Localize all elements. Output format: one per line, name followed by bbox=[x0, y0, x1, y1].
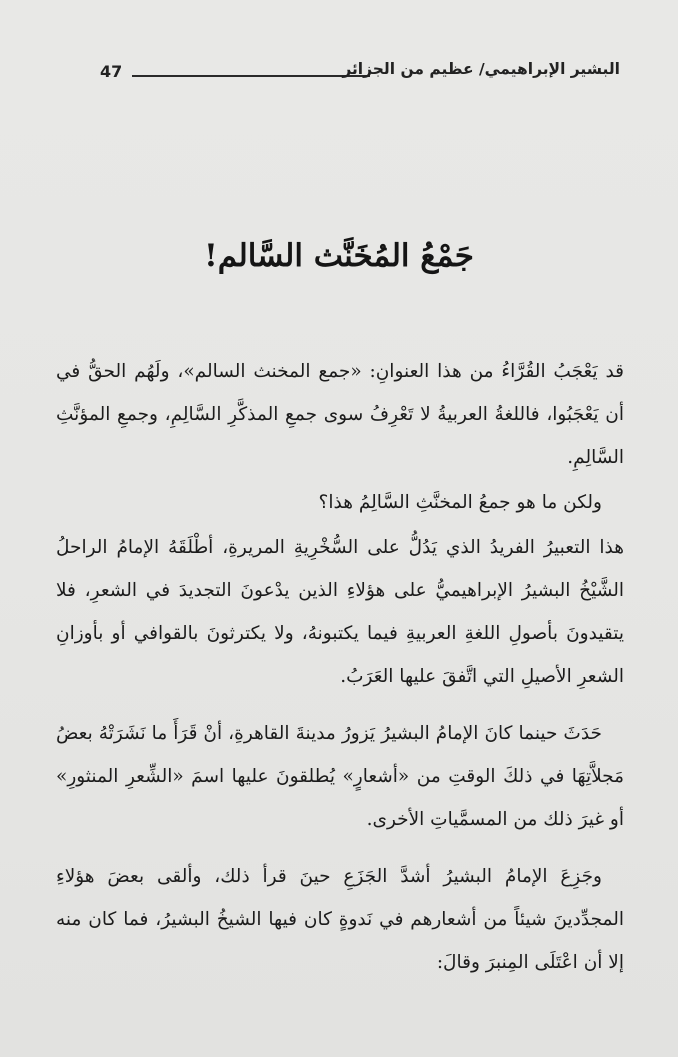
header-rule bbox=[132, 75, 370, 77]
page-header bbox=[100, 58, 620, 90]
running-title: البشير الإبراهيمي/ عظيم من الجزائر bbox=[342, 60, 620, 78]
paragraph-2: ولكن ما هو جمعُ المخنَّثِ السَّالِمُ هذا؟ bbox=[318, 492, 602, 513]
paragraph-3: هذا التعبيرُ الفريدُ الذي يَدُلُّ على السُّخْرِيةِ المريرةِ، أطْلَقَهُ الإمامُ الراحلُ الشَّيْخُ البشيرُ الإبراهيميُّ على هؤلاءِ الذين يدْعونَ التجديدَ في الشعرِ، فلا يتقيدونَ بأصولِ اللغةِ العربيةِ فيما يكتبونهُ، ولا يكترثونَ بالقوافي أو بأوزانِ الشعرِ الأصيلِ التي اتَّفقَ عليها العَرَبُ. bbox=[56, 537, 624, 687]
paragraph-1: قد يَعْجَبُ القُرَّاءُ من هذا العنوانِ: «جمع المخنث السالم»، ولَهُم الحقُّ في أن يَعْجَبُوا، فاللغةُ العربيةُ لا تَعْرِفُ سوى جمعِ المذكَّرِ السَّالِمِ، وجمعِ المؤنَّثِ السَّالِمِ. bbox=[56, 361, 624, 468]
body-text bbox=[56, 350, 624, 984]
page-number: 47 bbox=[100, 62, 123, 81]
paragraph-5: وجَزِعَ الإمامُ البشيرُ أشدَّ الجَزَعِ حينَ قرأ ذلك، وألقى بعضَ هؤلاءِ المجدِّدينَ شيئاً من أشعارهم في نَدوةٍ كان فيها الشيخُ البشيرُ، فما كان منه إلا أن اعْتَلَى المِنبرَ وقالَ: bbox=[56, 866, 624, 973]
chapter-title: جَمْعُ المُخَنَّث السَّالم! bbox=[204, 238, 474, 274]
paragraph-4: حَدَثَ حينما كانَ الإمامُ البشيرُ يَزورُ مدينةَ القاهرةِ، أنْ قَرَأَ ما نَشَرَتْهُ بعضُ مَجلاَّتِهَا في ذلكَ الوقتِ من «أشعارٍ» يُطلقونَ عليها اسمَ «الشِّعرِ المنثورِ» أو غيرَ ذلك من المسمَّياتِ الأخرى. bbox=[56, 723, 624, 830]
